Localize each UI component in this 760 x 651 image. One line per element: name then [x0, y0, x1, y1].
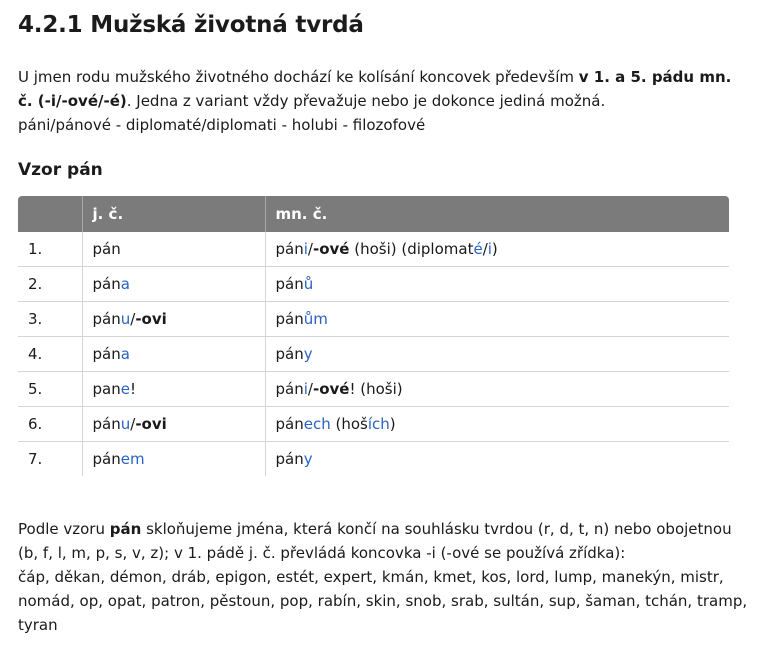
- table-row: [18, 372, 729, 407]
- case-cell: 7.: [28, 450, 43, 468]
- outro-emphasis: pán: [109, 520, 142, 538]
- declension-table: [18, 196, 729, 476]
- text-segment: ! (hoši): [349, 380, 403, 398]
- plural-cell: [265, 407, 729, 442]
- intro-text-part: . Jedna z variant vždy převažuje nebo je dokonce jediná možná.: [126, 92, 606, 110]
- text-segment: pán: [92, 275, 121, 293]
- ending-segment: em: [120, 450, 145, 468]
- text-segment: pan: [92, 380, 121, 398]
- ending-segment: a: [120, 345, 130, 363]
- text-segment: pán: [275, 275, 304, 293]
- case-cell: 3.: [18, 302, 82, 337]
- table-header-row: [18, 196, 729, 232]
- table-row: [18, 267, 729, 302]
- text-segment: pán: [92, 240, 121, 258]
- ending-segment: i: [487, 240, 492, 258]
- ending-segment: i: [303, 380, 308, 398]
- ending-segment: y: [303, 450, 313, 468]
- outro-text: [18, 517, 748, 565]
- bold-segment: -ové: [312, 240, 350, 258]
- text-segment: pán: [92, 450, 121, 468]
- intro-emphasis: v 1. a 5. pádu mn. č. (-i/-ové/-é): [18, 68, 732, 110]
- text-segment: ): [491, 240, 498, 258]
- intro-text: [18, 65, 748, 113]
- ending-segment: e: [120, 380, 130, 398]
- outro-text-part: skloňujeme jména, která končí na souhlásku tvrdou (r, d, t, n) nebo obojetnou (b, f, l, m, p, s, v, z); v 1. pádě j. č. převládá koncovka -i (-ové se používá zřídka):: [18, 520, 732, 562]
- section-heading: 4.2.1 Mužská životná tvrdá: [18, 12, 364, 38]
- text-segment: /: [130, 415, 136, 433]
- table-row: [18, 442, 729, 477]
- text-segment: pán: [92, 310, 121, 328]
- intro-paragraph: [18, 65, 748, 137]
- table-row: [18, 232, 729, 267]
- header-singular: j. č.: [82, 196, 265, 232]
- case-cell: 2.: [18, 267, 82, 302]
- pattern-heading: Vzor pán: [18, 160, 103, 180]
- text-segment: pán: [275, 240, 304, 258]
- singular-cell: [82, 407, 265, 442]
- plural-cell: [265, 372, 729, 407]
- ending-segment: i: [303, 240, 308, 258]
- singular-cell: [82, 372, 265, 407]
- case-cell: 4.: [18, 337, 82, 372]
- text-segment: pán: [92, 345, 121, 363]
- outro-text-part: Podle vzoru: [18, 520, 110, 538]
- ending-segment: ů: [303, 275, 314, 293]
- text-segment: /: [307, 240, 313, 258]
- intro-text-part: U jmen rodu mužského životného dochází ke kolísání koncovek především: [18, 68, 579, 86]
- plural-cell: [265, 442, 729, 477]
- ending-segment: ích: [367, 415, 390, 433]
- text-segment: (hoš: [330, 415, 368, 433]
- bold-segment: -ové: [312, 380, 350, 398]
- ending-segment: ům: [303, 310, 328, 328]
- text-segment: !: [129, 380, 136, 398]
- text-segment: pán: [92, 415, 121, 433]
- case-cell: 6.: [18, 407, 82, 442]
- plural-cell: [265, 267, 729, 302]
- header-case: [18, 196, 82, 232]
- singular-cell: [82, 232, 265, 267]
- ending-segment: ech: [303, 415, 331, 433]
- ending-segment: é: [473, 240, 483, 258]
- text-segment: /: [482, 240, 488, 258]
- plural-cell: [265, 337, 729, 372]
- bold-segment: -ovi: [135, 310, 167, 328]
- text-segment: pán: [275, 345, 304, 363]
- text-segment: pán: [275, 310, 304, 328]
- case-cell: 1.: [18, 232, 82, 267]
- outro-word-list: čáp, děkan, démon, dráb, epigon, estét, expert, kmán, kmet, kos, lord, lump, manekýn, mistr, nomád, op, opat, patron, pěstoun, pop, rabín, skin, snob, srab, sultán, sup, šaman, tchán, tramp, tyran: [18, 568, 748, 634]
- header-plural: mn. č.: [265, 196, 729, 232]
- singular-cell: [82, 337, 265, 372]
- ending-segment: u: [120, 310, 131, 328]
- ending-segment: a: [120, 275, 130, 293]
- plural-cell: [265, 302, 729, 337]
- plural-cell: [265, 232, 729, 267]
- text-segment: (hoši) (diplomat: [349, 240, 474, 258]
- bold-segment: -ovi: [135, 415, 167, 433]
- table-row: [18, 407, 729, 442]
- intro-examples: páni/pánové - diplomaté/diplomati - holubi - filozofové: [18, 116, 426, 134]
- table-row: [18, 337, 729, 372]
- ending-segment: y: [303, 345, 313, 363]
- case-cell: 5.: [18, 372, 82, 407]
- singular-cell: [82, 267, 265, 302]
- singular-cell: [82, 302, 265, 337]
- table-row: [18, 302, 729, 337]
- text-segment: pán: [275, 380, 304, 398]
- ending-segment: u: [120, 415, 131, 433]
- singular-cell: [82, 442, 265, 477]
- text-segment: pán: [275, 450, 304, 468]
- text-segment: ): [389, 415, 396, 433]
- text-segment: /: [307, 380, 313, 398]
- text-segment: /: [130, 310, 136, 328]
- outro-paragraph: [18, 517, 748, 637]
- text-segment: pán: [275, 415, 304, 433]
